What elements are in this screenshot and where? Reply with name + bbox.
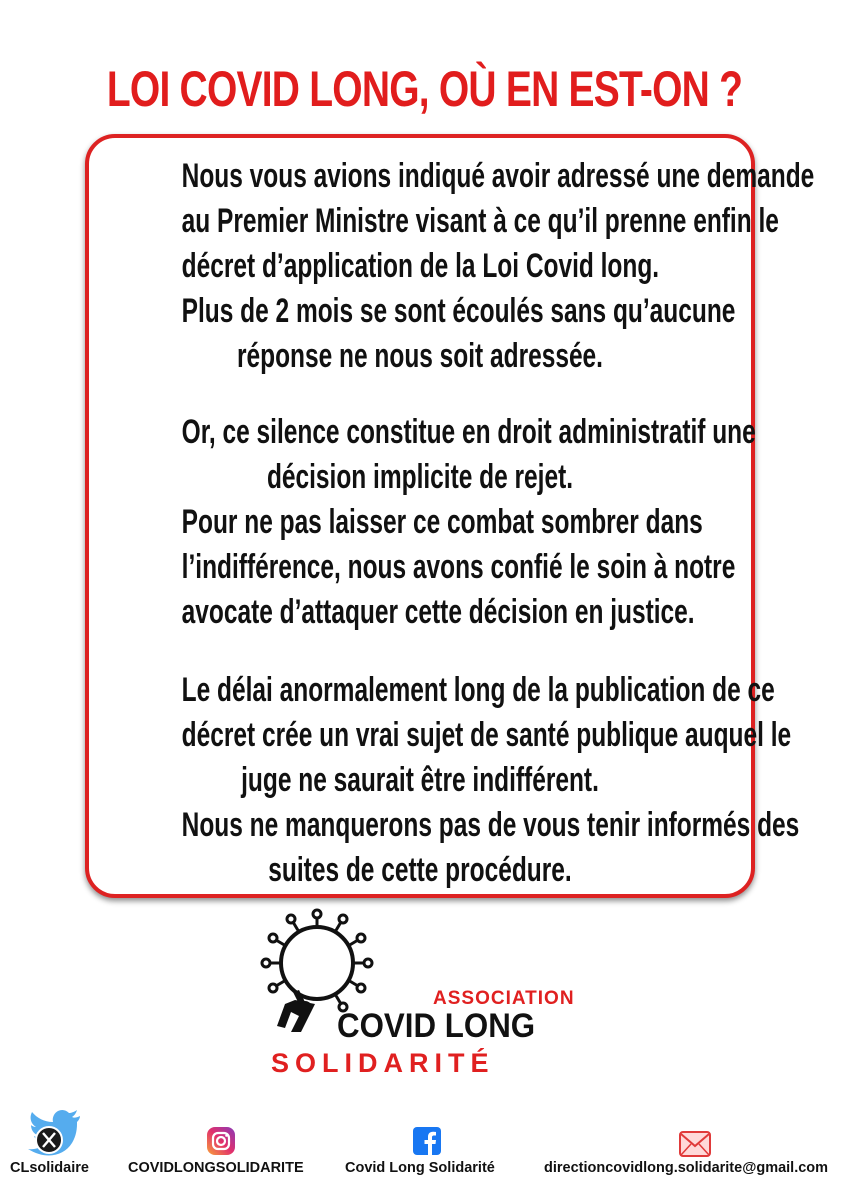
paragraph-line: l’indifférence, nous avons confié le soin à notre [181,548,736,586]
twitter-icon[interactable] [28,1108,82,1158]
paragraph-line: juge ne saurait être indifférent. [241,761,599,799]
page-title: LOI COVID LONG, OÙ EN EST-ON ? [106,61,743,117]
instagram-icon[interactable] [206,1126,236,1156]
paragraph-1 [89,154,815,379]
email-icon[interactable] [679,1131,711,1157]
logo-association-text: ASSOCIATION [433,988,575,1009]
paragraph-line: Le délai anormalement long de la publication de ce [181,671,775,709]
paragraph-line: Pour ne pas laisser ce combat sombrer dans [181,503,703,541]
paragraph-line: Nous vous avions indiqué avoir adressé une demande [181,157,815,195]
paragraph-3 [89,668,800,893]
paragraph-line: Or, ce silence constitue en droit administratif une [181,413,756,451]
facebook-handle[interactable]: Covid Long Solidarité [345,1160,495,1176]
paragraph-line: décision implicite de rejet. [266,458,574,496]
paragraph-line: Nous ne manquerons pas de vous tenir informés des [181,806,800,844]
logo-solidarity-text: SOLIDARITÉ [271,1048,495,1078]
logo-name-text: COVID LONG [337,1007,536,1045]
twitter-handle[interactable]: CLsolidaire [10,1160,89,1176]
paragraph-line: décret crée un vrai sujet de santé publique auquel le [181,716,792,754]
association-logo [255,908,595,1088]
message-box [85,134,815,898]
paragraph-line: au Premier Ministre visant à ce qu’il prenne enfin le [181,202,779,240]
paragraph-line: avocate d’attaquer cette décision en justice. [181,593,695,631]
paragraph-line: décret d’application de la Loi Covid long. [181,247,660,285]
facebook-icon[interactable] [413,1127,441,1155]
email-address[interactable]: directioncovidlong.solidarite@gmail.com [544,1160,829,1176]
paragraph-line: Plus de 2 mois se sont écoulés sans qu’aucune [181,292,736,330]
paragraph-line: suites de cette procédure. [268,851,572,889]
paragraph-line: réponse ne nous soit adressée. [237,337,603,375]
instagram-handle[interactable]: COVIDLONGSOLIDARITE [128,1160,304,1176]
paragraph-2 [89,410,756,635]
